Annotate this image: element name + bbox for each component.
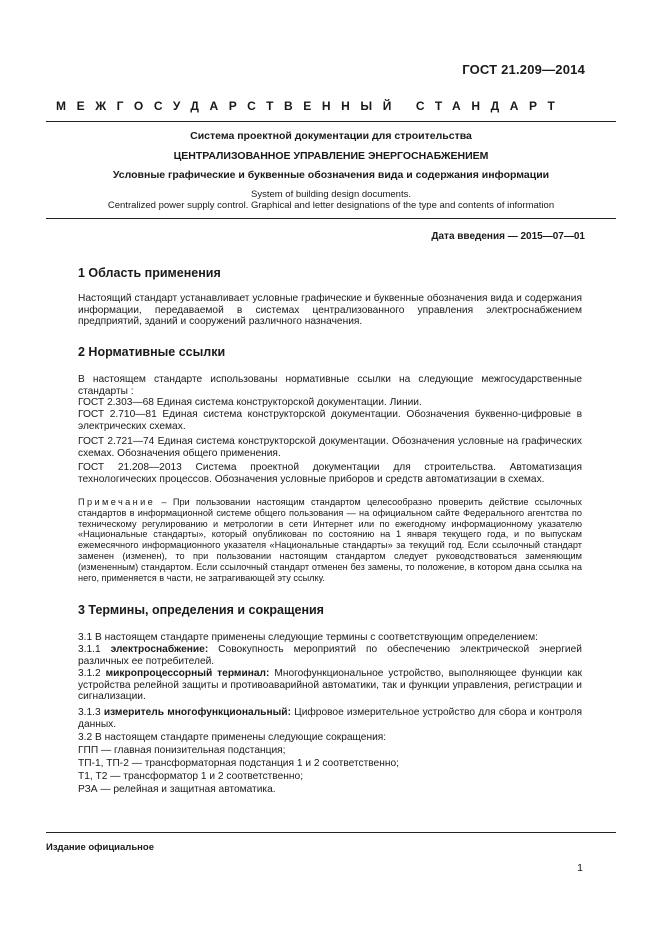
term-definition: Цифровое измерительное устройство для сбора и контроля данных. xyxy=(78,707,582,730)
footer-divider xyxy=(46,832,616,833)
term-number: 3.1.1 xyxy=(78,644,111,655)
section-1-text: Настоящий стандарт устанавливает условные графические и буквенные обозначения вида и содержания информации, передаваемой в системах централизованного управления электроснабжением предприятий, зданий и сооружений различного назначения. xyxy=(78,293,582,328)
reference-item: ГОСТ 2.710—81 Единая система конструкторской документации. Обозначения буквенно-цифровые в электрических схемах. xyxy=(78,409,582,432)
system-title-en: System of building design documents. xyxy=(250,189,411,200)
term-definition: Многофункциональное устройство, выполняющее функции как устройства релейной защиты и противоаварийной автоматики, так и функции управления, регистрации и сигнализации. xyxy=(78,668,583,703)
term-name: электроснабжение: xyxy=(110,644,209,655)
reference-note xyxy=(78,497,582,583)
abbreviation-item: ТП-1, ТП-2 — трансформаторная подстанция 1 и 2 соответственно; xyxy=(78,758,399,769)
official-edition-label: Издание официальное xyxy=(46,842,154,853)
top-divider xyxy=(46,121,616,122)
term-name: измеритель многофункциональный: xyxy=(103,707,291,718)
term-definition: Совокупность мероприятий по обеспечению электрической энергией различных ее потребителей. xyxy=(78,644,582,667)
document-title: ЦЕНТРАЛИЗОВАННОЕ УПРАВЛЕНИЕ ЭНЕРГОСНАБЖЕНИЕМ xyxy=(173,150,489,162)
term-number: 3.1.2 xyxy=(78,668,106,679)
section-3-heading: 3 Термины, определения и сокращения xyxy=(78,603,324,617)
system-title-ru: Система проектной документации для строительства xyxy=(190,130,472,142)
term-3-1-3 xyxy=(78,707,582,730)
note-text: – При пользовании настоящим стандартом целесообразно проверить действие ссылочных стандартов в информационной системе общего пользования — на официальном сайте Федерального агентства по техническому регулированию и метрологии в сети Интернет или по ежегодному информационному указателю «Национальные стандарты», который опубликован по состоянию на 1 января текущего года, и по выпускам ежемесячного информационного указателя «Национальные стандарты» за текущий год. Если ссылочный стандарт заменен (изменен), то при пользовании настоящим стандартом следует руководствоваться заменяющим (измененным) стандартом. Если ссылочный стандарт отменен без замены, то положение, в котором дана ссылка на него, применяется в части, не затрагивающей эту ссылку. xyxy=(78,497,582,583)
abbreviation-item: РЗА — релейная и защитная автоматика. xyxy=(78,784,276,795)
term-3-1-1 xyxy=(78,644,582,667)
page-number: 1 xyxy=(577,862,583,874)
title-divider xyxy=(46,218,616,219)
abbreviation-item: Т1, Т2 — трансформатор 1 и 2 соответственно; xyxy=(78,771,304,782)
interstate-standard-title: МЕЖГОСУДАРСТВЕННЫЙ СТАНДАРТ xyxy=(56,99,566,113)
term-3-1-2 xyxy=(78,668,582,703)
document-subtitle-ru: Условные графические и буквенные обозначения вида и содержания информации xyxy=(112,169,550,181)
reference-item: ГОСТ 2.303—68 Единая система конструкторской документации. Линии. xyxy=(78,397,422,408)
note-label: Примечание xyxy=(78,497,156,507)
standard-number: ГОСТ 21.209—2014 xyxy=(462,62,585,77)
section-2-heading: 2 Нормативные ссылки xyxy=(78,345,226,359)
reference-item: ГОСТ 2.721—74 Единая система конструкторской документации. Обозначения условные на графических схемах. Обозначения общего применения. xyxy=(78,436,582,459)
document-subtitle-en: Centralized power supply control. Graphical and letter designations of the type and contents of information xyxy=(107,200,555,211)
abbreviation-item: ГПП — главная понизительная подстанция; xyxy=(78,745,286,756)
term-name: микропроцессорный терминал: xyxy=(105,668,270,679)
term-number: 3.1.3 xyxy=(78,707,104,718)
reference-item: ГОСТ 21.208—2013 Система проектной документации для строительства. Автоматизация технологических процессов. Обозначения условные приборов и средств автоматизации в схемах. xyxy=(78,462,582,485)
section-1-heading: 1 Область применения xyxy=(78,266,221,280)
paragraph-3-1: 3.1 В настоящем стандарте применены следующие термины с соответствующим определением: xyxy=(78,632,538,643)
section-2-intro: В настоящем стандарте использованы нормативные ссылки на следующие межгосударственные стандарты : xyxy=(78,374,582,397)
paragraph-3-2: 3.2 В настоящем стандарте применены следующие сокращения: xyxy=(78,732,387,743)
introduction-date: Дата введения — 2015—07—01 xyxy=(431,231,585,242)
